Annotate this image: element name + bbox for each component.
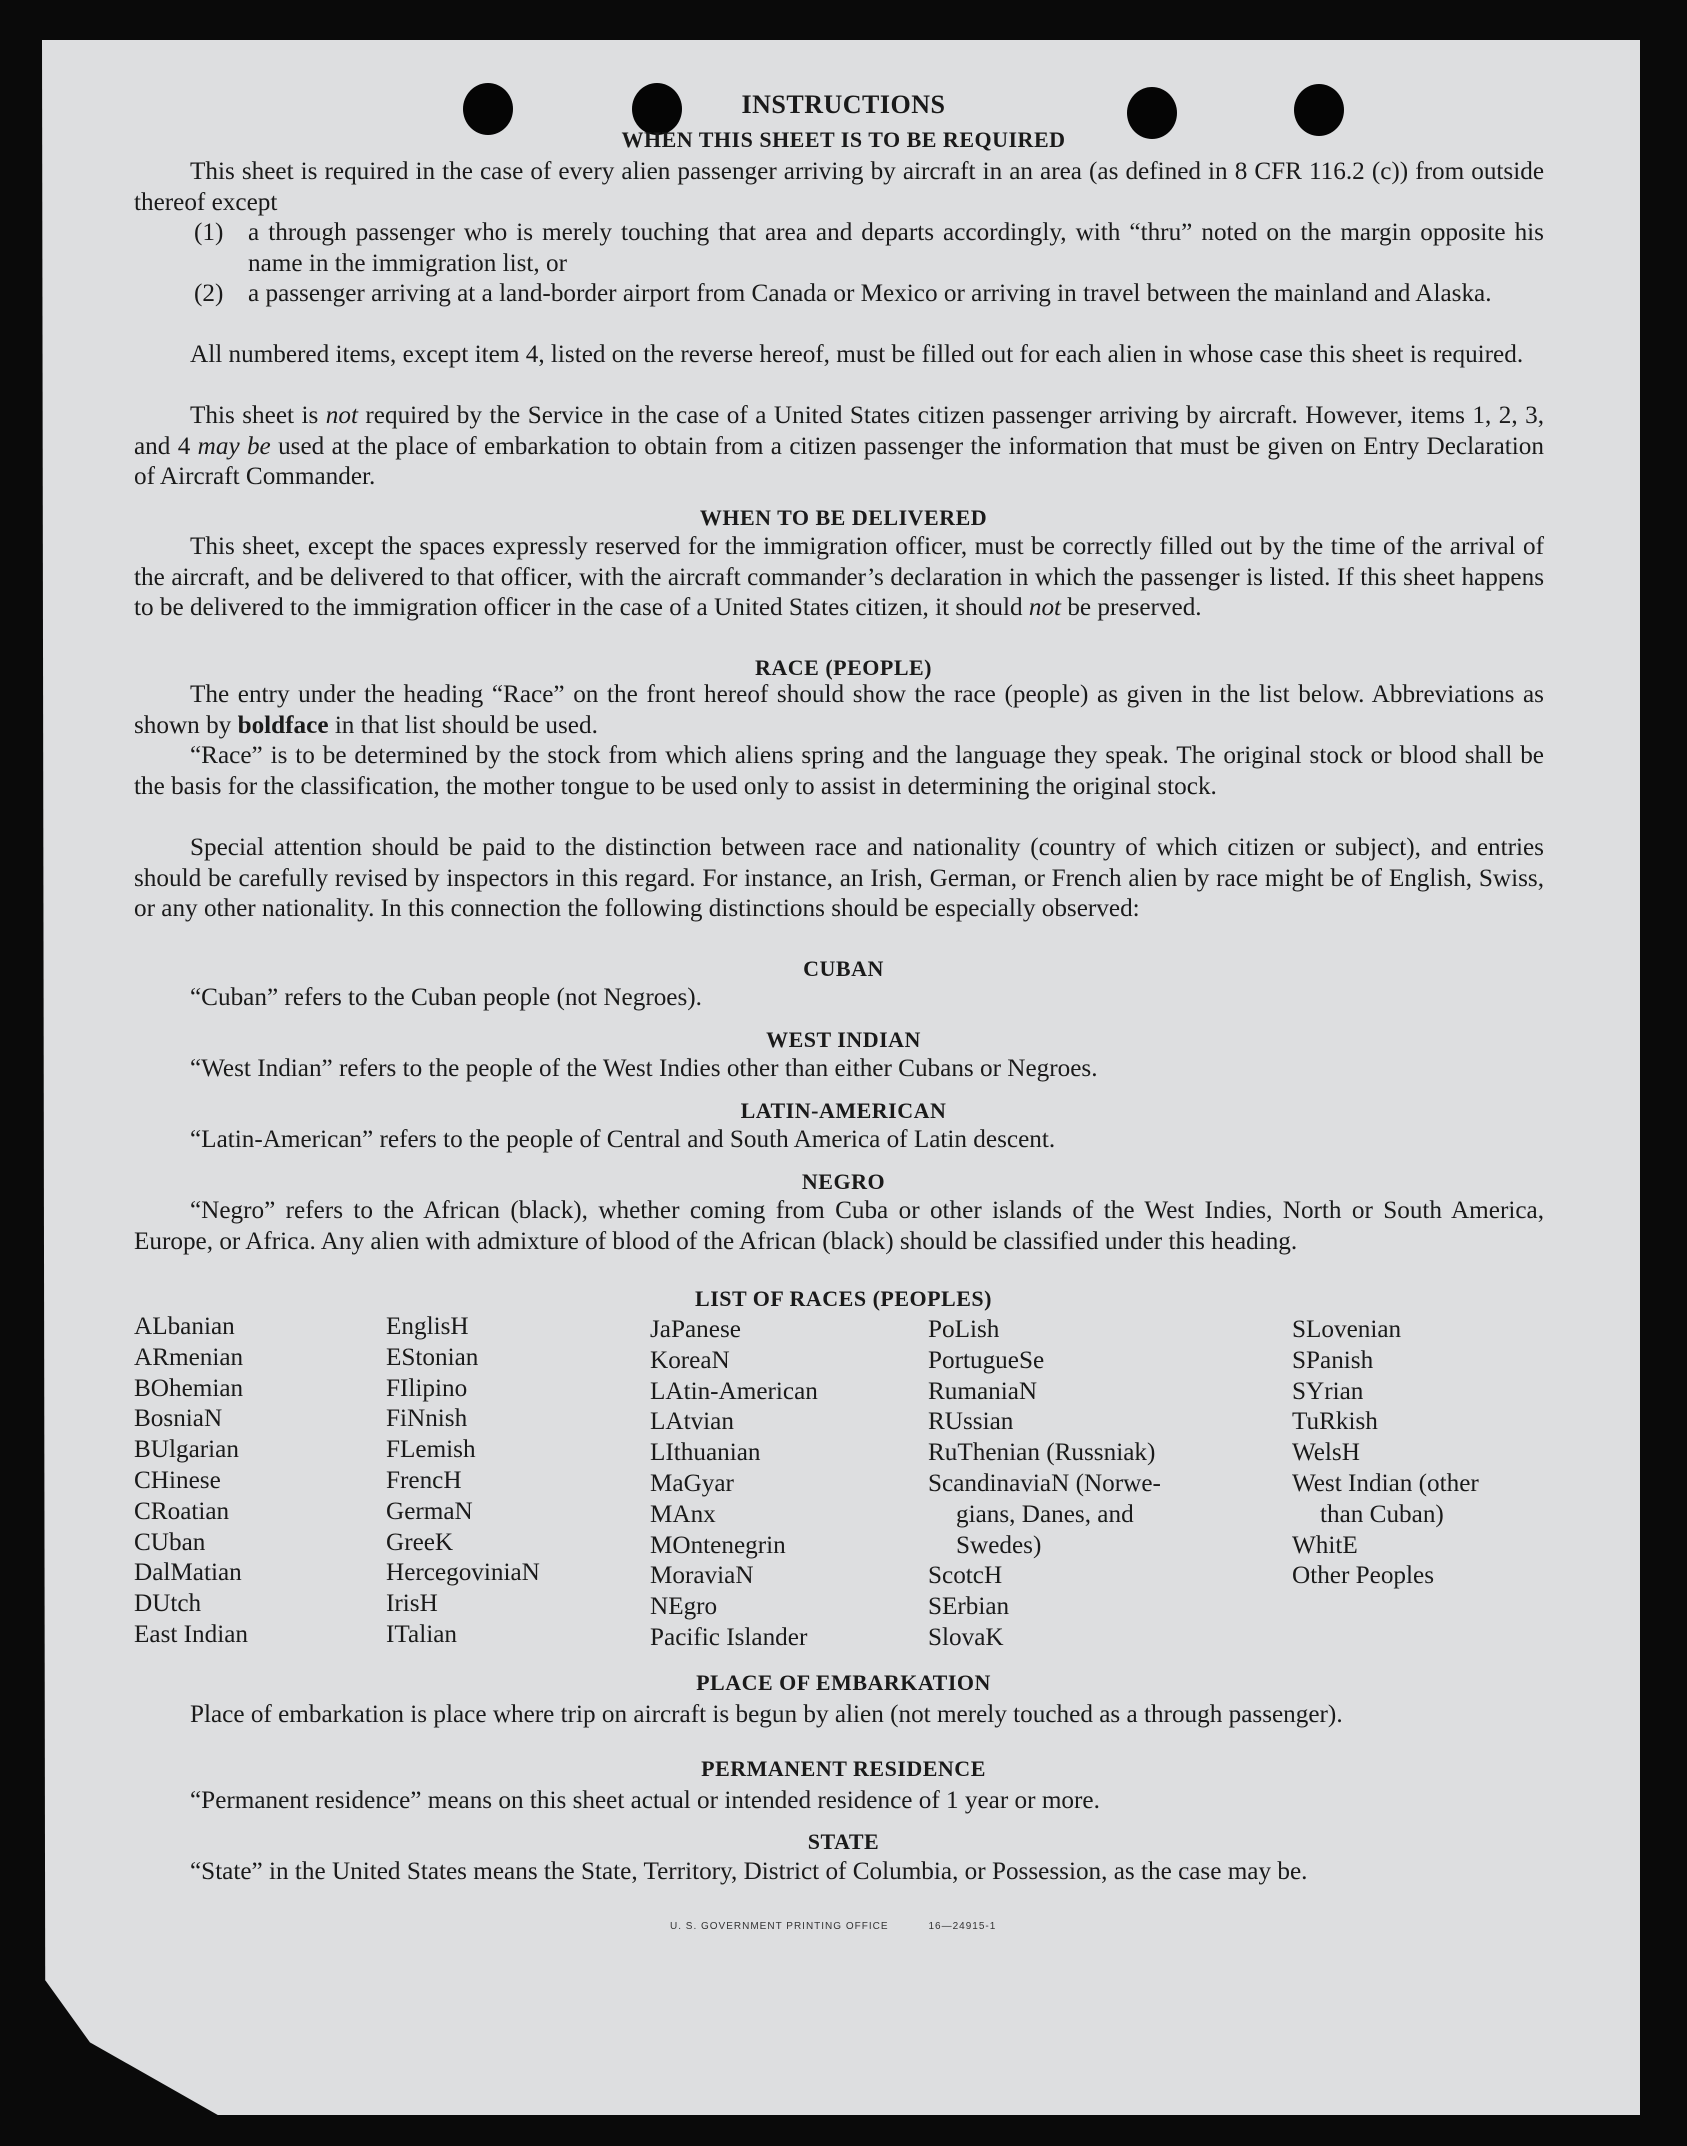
race-entry-continuation: than Cuban) [1320,1500,1444,1528]
exception-item-2 [194,279,1544,310]
race-entry: FrencH [386,1466,462,1494]
race-entry: IrisH [386,1590,438,1618]
printer-imprint [670,1921,996,1932]
race-entry: EStonian [386,1343,479,1371]
section-heading-embarkation: PLACE OF EMBARKATION [696,1670,991,1695]
race-entry: ARmenian [134,1343,244,1371]
race-entry: BOhemian [134,1374,244,1402]
paragraph-required-intro: This sheet is required in the case of every alien passenger arriving by aircraft in an area (as defined in 8 CFR 116.2 (c)) from outside thereof except [134,158,1544,216]
race-entry: MaGyar [650,1469,734,1497]
race-entry: MoraviaN [650,1562,754,1590]
race-entry: ScandinaviaN (Norwe- [928,1469,1161,1497]
race-entry: RuThenian (Russniak) [928,1439,1156,1467]
race-entry: NEgro [650,1593,718,1621]
race-entry: MAnx [650,1500,716,1528]
race-entry: LIthuanian [650,1439,761,1467]
race-entry: BUlgarian [134,1436,239,1464]
paragraph-numbered-items: All numbered items, except item 4, listed on the reverse hereof, must be filled out for each alien in whose case this sheet is required. [190,341,1524,368]
section-heading-negro: NEGRO [801,1169,886,1194]
race-entry: SlovaK [928,1623,1004,1651]
race-entry: PortugueSe [928,1346,1045,1374]
section-heading-cuban: CUBAN [803,956,884,981]
race-entry: CRoatian [134,1497,230,1525]
race-entry: FLemish [386,1436,476,1464]
form-code: 16—24915-1 [928,1921,997,1932]
race-entry: SLovenian [1292,1316,1402,1343]
race-entry: ScotcH [928,1562,1003,1590]
section-heading-latin-american: LATIN-AMERICAN [740,1098,947,1123]
race-entry: HercegoviniaN [386,1559,540,1587]
race-entry-continuation: Swedes) [956,1531,1042,1559]
race-entry: KoreaN [650,1346,730,1374]
race-entry: GermaN [386,1497,473,1525]
paragraph-embarkation: Place of embarkation is place where trip on aircraft is begun by alien (not merely touched as a through passenger). [190,1701,1343,1728]
paragraph-race-determination: “Race” is to be determined by the stock from which aliens spring and the language they speak. The original stock or blood shall be the basis for the classification, the mother tongue to be used only to assist in determining the original stock. [134,742,1544,800]
paragraph-race-entry: The entry under the heading “Race” on the front hereof should show the race (people) as given in the list below. Abbreviations as shown by boldface in that list should be used. [134,681,1544,739]
exception-item-1 [194,218,1544,279]
paragraph-delivered: This sheet, except the spaces expressly reserved for the immigration officer, must be correctly filled out by the time of the arrival of the aircraft, and be delivered to that officer, with the aircraft commander’s declaration in which the passenger is listed. If this sheet happens to be delivered to the immigration officer in the case of a United States citizen, it should not be preserved. [134,533,1544,622]
race-entry: LAtvian [650,1408,734,1436]
race-entry: SYrian [1292,1377,1364,1405]
paragraph-residence: “Permanent residence” means on this sheet actual or intended residence of 1 year or more. [190,1787,1100,1814]
paragraph-citizen: This sheet is not required by the Service in the case of a United States citizen passenger arriving by aircraft. However, items 1, 2, 3, and 4 may be used at the place of embarkation to obtain from a citizen passenger the information that must be given on Entry Declaration of Aircraft Commander. [134,402,1544,491]
races-column-1 [134,1312,248,1651]
race-entry: West Indian (other [1292,1469,1479,1497]
race-entry: Pacific Islander [650,1623,808,1651]
section-heading-delivered: WHEN TO BE DELIVERED [699,505,988,530]
races-column-5 [1292,1315,1479,1592]
section-heading-races-list: LIST OF RACES (PEOPLES) [695,1286,992,1311]
paragraph-latin-american: “Latin-American” refers to the people of Central and South America of Latin descent. [190,1126,1056,1153]
paragraph-cuban: “Cuban” refers to the Cuban people (not Negroes). [190,984,702,1011]
race-entry: GreeK [386,1528,454,1556]
paragraph-west-indian: “West Indian” refers to the people of the West Indies other than either Cubans or Negroes. [190,1055,1098,1082]
race-entry: ALbanian [134,1313,235,1340]
race-entry: EnglisH [386,1313,469,1340]
race-entry: Other Peoples [1292,1562,1434,1590]
race-entry: CUban [134,1528,206,1556]
race-entry: FiNnish [386,1405,468,1433]
printer-name: U. S. GOVERNMENT PRINTING OFFICE [670,1921,889,1932]
race-entry: WhitE [1292,1531,1358,1559]
section-heading-west-indian: WEST INDIAN [766,1027,921,1052]
race-entry: ITalian [386,1620,457,1648]
paragraph-negro: “Negro” refers to the African (black), whether coming from Cuba or other islands of the West Indies, North or South America, Europe, or Africa. Any alien with admixture of blood of the African (black) should be classified under this heading. [134,1197,1544,1255]
race-entry: SErbian [928,1593,1010,1621]
item-number: (1) [194,219,224,246]
race-entry: TuRkish [1292,1408,1378,1436]
races-column-2 [386,1312,540,1651]
paragraph-state: “State” in the United States means the State, Territory, District of Columbia, or Possession, as the case may be. [190,1858,1308,1885]
race-entry: RumaniaN [928,1377,1038,1405]
section-heading-race: RACE (PEOPLE) [755,655,932,680]
item-number: (2) [194,280,224,307]
race-entry: CHinese [134,1466,221,1494]
race-entry: LAtin-American [650,1377,818,1405]
section-heading-state: STATE [807,1829,880,1854]
race-entry: RUssian [928,1408,1014,1436]
page-title: INSTRUCTIONS [741,90,946,119]
races-column-4 [928,1315,1161,1654]
item-text: a through passenger who is merely touching that area and departs accordingly, with “thru” noted on the margin opposite his name in the immigration list, or [248,219,1544,277]
race-entry-continuation: gians, Danes, and [956,1500,1134,1528]
race-entry: PoLish [928,1316,1000,1343]
race-entry: BosniaN [134,1405,223,1433]
section-heading-residence: PERMANENT RESIDENCE [701,1756,986,1781]
race-entry: WelsH [1292,1439,1360,1467]
section-heading-required: WHEN THIS SHEET IS TO BE REQUIRED [621,127,1066,152]
race-entry: MOntenegrin [650,1531,786,1559]
race-entry: SPanish [1292,1346,1374,1374]
race-entry: DUtch [134,1590,202,1618]
race-entry: FIlipino [386,1374,468,1402]
race-entry: East Indian [134,1620,249,1648]
race-entry: JaPanese [650,1316,741,1343]
races-column-3 [650,1315,818,1654]
race-entry: DalMatian [134,1559,242,1587]
paragraph-race-nationality: Special attention should be paid to the distinction between race and nationality (country of which citizen or subject), and entries should be carefully revised by inspectors in this regard. For instance, an Irish, German, or French alien by race might be of English, Swiss, or any other nationality. In this connection the following distinctions should be especially observed: [134,834,1544,923]
item-text: a passenger arriving at a land-border airport from Canada or Mexico or arriving in travel between the mainland and Alaska. [248,280,1492,307]
